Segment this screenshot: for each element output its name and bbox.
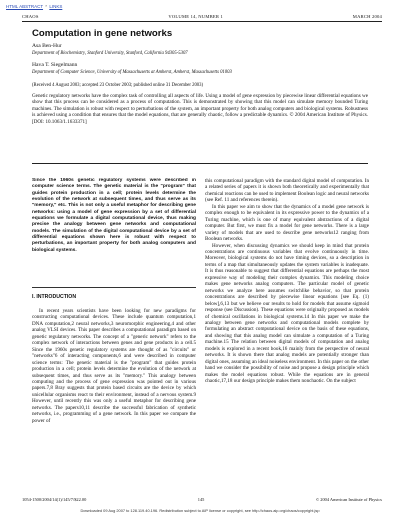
journal-name: CHAOS (22, 14, 39, 19)
doi-link[interactable]: [DOI: 10.1063/1.1633371] (32, 118, 87, 125)
author-1: Asa Ben-Hur (32, 43, 62, 49)
abstract (32, 93, 368, 155)
body-paragraph: However, when discussing dynamics we should keep in mind that protein concentrations are continuous variables that evolve continuously in time. Moreover, biological systems do not have timing devices, so a description in terms of a map that simultaneously updates the system variables is inadequate. It is thus reasonable to suggest that differential equations are perhaps the most expressive way of modeling their complex dynamics. This modeling choice makes gene networks analog computers. The particular model of genetic networks we analyze here assumes switchlike behavior, so that protein concentrations are described by piecewise linear equations [see Eq. (1) below],6,13 but we believe our results to hold for models that assume sigmoid response (see Discussion). These equations were originally proposed as models of chemical oscillations in biological systems.14 In this paper we make the analogy between gene networks and computational models complete by formulating an abstract computational device on the basis of these equations, and showing that this analog model can simulate a computation of a Turing machine.15 The relation between digital models of computation and analog models is explored in a recent book,16 mainly from the perspective of neural networks. It is shown there that analog models are potentially stronger than digital ones, assuming an ideal noiseless environment. In this paper on the other hand we consider the possibility of noise and propose a design principle which makes the model equations robust. While the equations are in general chaotic,17,18 our design principle makes them nonchaotic. On the subject (205, 242, 369, 385)
top-links-bar (6, 4, 394, 10)
affiliation-2: Department of Computer Science, University of Massachusetts at Amherst, Amherst, Massachusetts 01003 (32, 70, 232, 75)
body-column-left (32, 308, 196, 494)
page-number: 145 (197, 497, 205, 502)
section-heading: I. INTRODUCTION (32, 294, 77, 300)
lede-rule (32, 287, 196, 288)
abstract-rule (32, 163, 368, 164)
volume-info: VOLUME 14, NUMBER 1 (168, 14, 223, 19)
lede-paragraph: Since the 1960s genetic regulatory systems were described in computer science terms. The genetic material is the "program" that guides protein production in a cell; protein levels determine the evolution of the network at subsequent times, and thus serve as its "memory," etc. This is not only a useful metaphor for describing gene networks: using a model of gene expression by a set of differential equations we formulate a digital computational device, thus making precise the analogy between gene networks and computational models. The simulation of the digital computational device by a set of differential equations shown here is robust with respect to perturbations, an important property for both analog computers and biological systems. (32, 178, 196, 253)
body-paragraph: In this paper we aim to show that the dynamics of a model gene network is complex enough to be equivalent in its expressive power to the dynamics of a Turing machine, which is one of many equivalent abstractions of a digital computer. But first, we must fix a model for gene networks. There is a large variety of models that are used to describe gene networks12 ranging from Boolean networks. (205, 203, 369, 243)
abstract-copyright: © 2004 American Institute of Physics. (289, 112, 368, 119)
download-notice: Downloaded 09 Aug 2007 to 128.119.40.196. Redistribution subject to AIP license or copyright, see http://chaos.aip.org/chaos/copyright.jsp (80, 508, 320, 513)
body-paragraph: this computational paradigm with the standard digital model of computation. In a related series of papers it is shown both theoretically and experimentally that chemical reactions can be used to implement Boolean logic and neural networks (see Ref. 11 and references therein). (205, 178, 369, 204)
issn-code: 1054-1500/2004/14(1)/145/7/$22.00 (22, 497, 87, 502)
issue-date: MARCH 2004 (352, 14, 382, 19)
received-dates: (Received 4 August 2003; accepted 23 October 2003; published online 31 December 2003) (32, 83, 204, 88)
running-header (22, 14, 382, 20)
footer-copyright: © 2004 American Institute of Physics (315, 497, 382, 502)
affiliation-1: Department of Biochemistry, Stanford University, Stanford, California 94305-5307 (32, 51, 188, 56)
link-separator: * (45, 4, 48, 9)
page-footer (22, 497, 382, 502)
author-2: Hava T. Siegelmann (32, 62, 78, 68)
abstract-text: Genetic regulatory networks have the complex task of controlling all aspects of life. Using a model of gene expression by piecewise linear differential equations we show that this process can be considered as a process of computation. This is demonstrated by showing that this model can simulate memory bounded Turing machines. The simulation is robust with respect to perturbations of the system, an important property for both analog computers and biological systems. Robustness is achieved using a condition that ensures that the model equations, that are generally chaotic, follow a predictable dynamics. (32, 93, 368, 119)
html-abstract-link[interactable]: HTML ABSTRACT (6, 4, 44, 9)
links-link[interactable]: LINKS (49, 4, 63, 9)
body-paragraph: In recent years scientists have been looking for new paradigms for constructing computational devices. These include quantum computation,1 DNA computation,2 neural networks,3 neuromorphic engineering,4 and other analog VLSI devices. This paper describes a computational paradigm based on genetic regulatory networks. The concept of a "generic network" refers to the complex network of interactions between genes and gene products in a cell.5 Since the 1960s genetic regulatory systems are thought of as "circuits" or "networks"6 of interacting components,6 and were described in computer science terms: The genetic material is the "program" that guides protein production in a cell; protein levels determine the evolution of the network at subsequent times, and thus serve as its "memory." This analogy between computing and the process of gene expression was pointed out in various papers.7,8 Bray suggests that protein based circuits are the device by which unicellular organisms react to their environment, instead of a nervous system.9 However, until recently this was only a useful metaphor for describing gene networks. The papers10,11 describe the successful fabrication of synthetic networks, i.e., programming of a gene network. In this paper we compare the power of (32, 308, 196, 424)
body-column-right (205, 178, 369, 494)
header-rule (22, 21, 382, 22)
article-title: Computation in gene networks (32, 28, 173, 39)
